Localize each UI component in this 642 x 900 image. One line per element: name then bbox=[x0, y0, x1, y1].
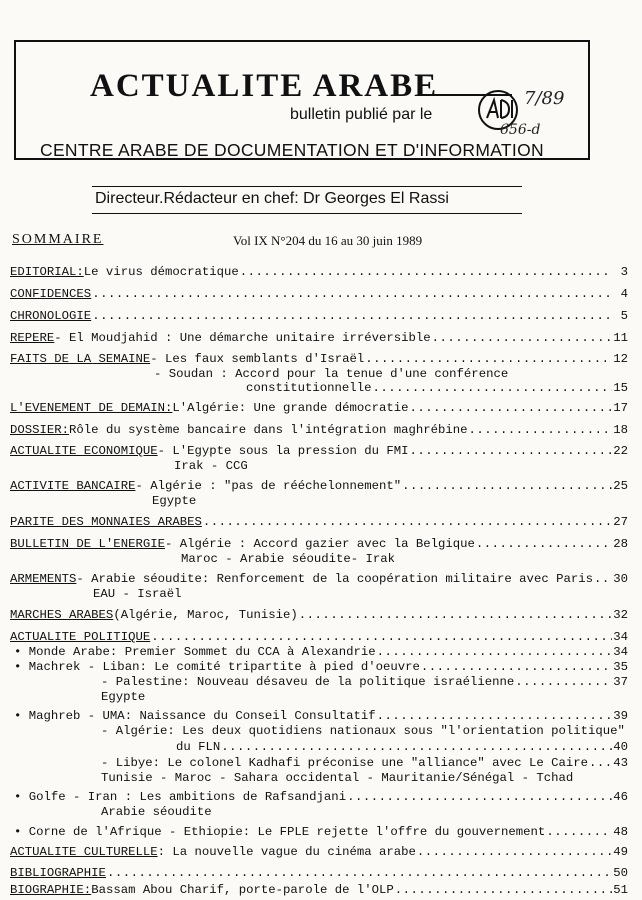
toc-subentry-soudan: - Soudan : Accord pour la tenue d'une conférence bbox=[154, 367, 509, 381]
toc-entry-algerie-cont bbox=[176, 740, 628, 756]
toc-entry-golfe bbox=[14, 790, 628, 806]
toc-subentry-tunisie: Tunisie - Maroc - Sahara occidental - Mauritanie/Sénégal - Tchad bbox=[101, 771, 574, 785]
toc-heading: FAITS DE LA SEMAINE bbox=[10, 352, 151, 366]
toc-entry-editorial bbox=[10, 265, 628, 281]
publication-subtitle: bulletin publié par le bbox=[290, 106, 433, 123]
toc-leader bbox=[240, 265, 613, 279]
toc-entry-soudan-cont bbox=[246, 381, 628, 397]
toc-leader bbox=[546, 825, 612, 839]
toc-text: Bassam Abou Charif, porte-parole de l'OLP bbox=[91, 883, 394, 897]
toc-leader bbox=[299, 608, 612, 622]
toc-text: - Les faux semblants d'Israël bbox=[150, 352, 365, 366]
toc-leader bbox=[476, 537, 612, 551]
toc-text: - Algérie : Accord gazier avec la Belgique bbox=[164, 537, 475, 551]
toc-leader bbox=[203, 515, 612, 529]
toc-text: • Maghreb - UMA: Naissance du Conseil Consultatif bbox=[14, 709, 376, 723]
toc-leader bbox=[92, 309, 613, 323]
toc-leader bbox=[410, 444, 613, 458]
toc-heading: ACTIVITE BANCAIRE bbox=[10, 479, 136, 493]
toc-leader bbox=[372, 381, 612, 395]
toc-leader bbox=[515, 675, 612, 689]
toc-text: • Golfe - Iran : Les ambitions de Rafsandjani bbox=[14, 790, 347, 804]
toc-leader bbox=[92, 287, 613, 301]
toc-entry-bancaire bbox=[10, 479, 628, 495]
toc-page: 37 bbox=[613, 675, 628, 689]
toc-subentry-arabie: Arabie séoudite bbox=[101, 805, 212, 819]
toc-heading: L'EVENEMENT DE DEMAIN: bbox=[10, 401, 173, 415]
toc-text: : La nouvelle vague du cinéma arabe bbox=[157, 845, 416, 859]
toc-text: - Algérie : "pas de rééchelonnement" bbox=[135, 479, 402, 493]
toc-page: 40 bbox=[613, 740, 628, 754]
toc-leader bbox=[402, 479, 612, 493]
toc-subentry-eau: EAU - Israël bbox=[93, 587, 182, 601]
toc-entry-libye bbox=[101, 756, 628, 772]
toc-entry-energie bbox=[10, 537, 628, 553]
toc-leader bbox=[594, 572, 612, 586]
toc-subentry-egypte: Egypte bbox=[152, 494, 197, 508]
toc-page: 50 bbox=[613, 866, 628, 880]
toc-page: 30 bbox=[613, 572, 628, 586]
handwritten-ref-1: 7/89 bbox=[524, 88, 565, 109]
director-line: Directeur.Rédacteur en chef: Dr Georges El Rassi bbox=[95, 190, 449, 207]
toc-text: Le virus démocratique bbox=[83, 265, 239, 279]
toc-leader bbox=[410, 401, 613, 415]
toc-page: 43 bbox=[613, 756, 628, 770]
toc-entry-politique bbox=[10, 630, 628, 646]
toc-entry-dossier bbox=[10, 423, 628, 439]
toc-page: 4 bbox=[620, 287, 628, 301]
toc-leader bbox=[395, 883, 612, 897]
toc-page: 34 bbox=[613, 645, 628, 659]
toc-leader bbox=[432, 331, 613, 345]
toc-entry-palestine bbox=[101, 675, 628, 691]
toc-entry-marches bbox=[10, 608, 628, 624]
toc-page: 17 bbox=[613, 401, 628, 415]
toc-page: 49 bbox=[613, 845, 628, 859]
toc-subentry-maroc: Maroc - Arabie séoudite- Irak bbox=[181, 552, 396, 566]
toc-heading: ACTUALITE POLITIQUE bbox=[10, 630, 151, 644]
toc-heading: PARITE DES MONNAIES ARABES bbox=[10, 515, 202, 529]
director-top-rule bbox=[92, 186, 522, 187]
publication-title: ACTUALITE ARABE bbox=[90, 68, 439, 104]
toc-text: - Libye: Le colonel Kadhafi préconise une "alliance" avec Le Caire bbox=[101, 756, 589, 770]
toc-text: - L'Egypte sous la pression du FMI bbox=[157, 444, 409, 458]
toc-subentry-algerie: - Algérie: Les deux quotidiens nationaux sous "l'orientation politique" bbox=[101, 724, 625, 738]
toc-page: 39 bbox=[613, 709, 628, 723]
toc-leader bbox=[421, 660, 612, 674]
toc-page: 34 bbox=[613, 630, 628, 644]
toc-page: 3 bbox=[620, 265, 628, 279]
toc-leader bbox=[107, 866, 612, 880]
toc-page: 15 bbox=[613, 381, 628, 395]
toc-text: - Arabie séoudite: Renforcement de la coopération militaire avec Paris bbox=[76, 572, 593, 586]
toc-text: Rôle du système bancaire dans l'intégration maghrébine bbox=[69, 423, 468, 437]
toc-subentry-irak-ccg: Irak - CCG bbox=[174, 459, 248, 473]
toc-entry-economique bbox=[10, 444, 628, 460]
toc-leader bbox=[417, 845, 612, 859]
toc-subentry-egypte-pol: Egypte bbox=[101, 690, 146, 704]
toc-page: 48 bbox=[613, 825, 628, 839]
toc-entry-machrek bbox=[14, 660, 628, 676]
toc-page: 12 bbox=[613, 352, 628, 366]
toc-heading: MARCHES ARABES bbox=[10, 608, 114, 622]
toc-text: • Machrek - Liban: Le comité tripartite à pied d'oeuvre bbox=[14, 660, 420, 674]
toc-heading: BIOGRAPHIE: bbox=[10, 883, 92, 897]
toc-entry-corne bbox=[14, 825, 628, 841]
toc-heading: DOSSIER: bbox=[10, 423, 70, 437]
toc-page: 5 bbox=[620, 309, 628, 323]
toc-heading: BULLETIN DE L'ENERGIE bbox=[10, 537, 165, 551]
toc-page: 27 bbox=[613, 515, 628, 529]
toc-text: constitutionnelle bbox=[246, 381, 372, 395]
toc-entry-parite bbox=[10, 515, 628, 531]
toc-leader bbox=[589, 756, 612, 770]
toc-entry-biographie bbox=[10, 883, 628, 899]
toc-page: 25 bbox=[613, 479, 628, 493]
toc-heading: ARMEMENTS bbox=[10, 572, 77, 586]
toc-leader bbox=[469, 423, 613, 437]
toc-page: 51 bbox=[613, 883, 628, 897]
toc-leader bbox=[365, 352, 612, 366]
toc-leader bbox=[151, 630, 612, 644]
toc-leader bbox=[377, 645, 613, 659]
toc-page: 32 bbox=[613, 608, 628, 622]
toc-entry-armements bbox=[10, 572, 628, 588]
toc-entry-evenement bbox=[10, 401, 628, 417]
toc-page: 11 bbox=[613, 331, 628, 345]
handwritten-ref-2: 656-d bbox=[500, 122, 541, 138]
toc-heading: ACTUALITE CULTURELLE bbox=[10, 845, 158, 859]
toc-heading: CONFIDENCES bbox=[10, 287, 92, 301]
toc-entry-chronologie bbox=[10, 309, 628, 325]
toc-entry-maghreb bbox=[14, 709, 628, 725]
toc-leader bbox=[377, 709, 613, 723]
toc-page: 35 bbox=[613, 660, 628, 674]
toc-entry-repere bbox=[10, 331, 628, 347]
toc-text: L'Algérie: Une grande démocratie bbox=[172, 401, 409, 415]
toc-text: • Corne de l'Afrique - Ethiopie: Le FPLE rejette l'offre du gouvernement bbox=[14, 825, 546, 839]
director-bottom-rule bbox=[92, 213, 522, 214]
toc-leader bbox=[221, 740, 612, 754]
toc-page: 28 bbox=[613, 537, 628, 551]
toc-entry-culturelle bbox=[10, 845, 628, 861]
toc-page: 18 bbox=[613, 423, 628, 437]
toc-heading: ACTUALITE ECONOMIQUE bbox=[10, 444, 158, 458]
toc-heading: REPERE bbox=[10, 331, 55, 345]
toc-entry-monde-arabe bbox=[14, 645, 628, 661]
toc-page: 46 bbox=[613, 790, 628, 804]
toc-text: • Monde Arabe: Premier Sommet du CCA à Alexandrie bbox=[14, 645, 376, 659]
toc-leader bbox=[347, 790, 612, 804]
toc-entry-faits bbox=[10, 352, 628, 368]
toc-text: - Palestine: Nouveau désaveu de la politique israélienne bbox=[101, 675, 515, 689]
toc-entry-bibliographie bbox=[10, 866, 628, 882]
toc-text: (Algérie, Maroc, Tunisie) bbox=[113, 608, 298, 622]
toc-heading: BIBLIOGRAPHIE bbox=[10, 866, 106, 880]
toc-page: 22 bbox=[613, 444, 628, 458]
toc-text: - El Moudjahid : Une démarche unitaire irréversible bbox=[54, 331, 431, 345]
summary-heading: SOMMAIRE bbox=[12, 232, 104, 247]
toc-heading: EDITORIAL: bbox=[10, 265, 84, 279]
toc-heading: CHRONOLOGIE bbox=[10, 309, 92, 323]
toc-text: du FLN bbox=[176, 740, 221, 754]
centre-name: CENTRE ARABE DE DOCUMENTATION ET D'INFORMATION bbox=[40, 140, 544, 160]
toc-entry-confidences bbox=[10, 287, 628, 303]
issue-info: Vol IX N°204 du 16 au 30 juin 1989 bbox=[233, 233, 423, 248]
